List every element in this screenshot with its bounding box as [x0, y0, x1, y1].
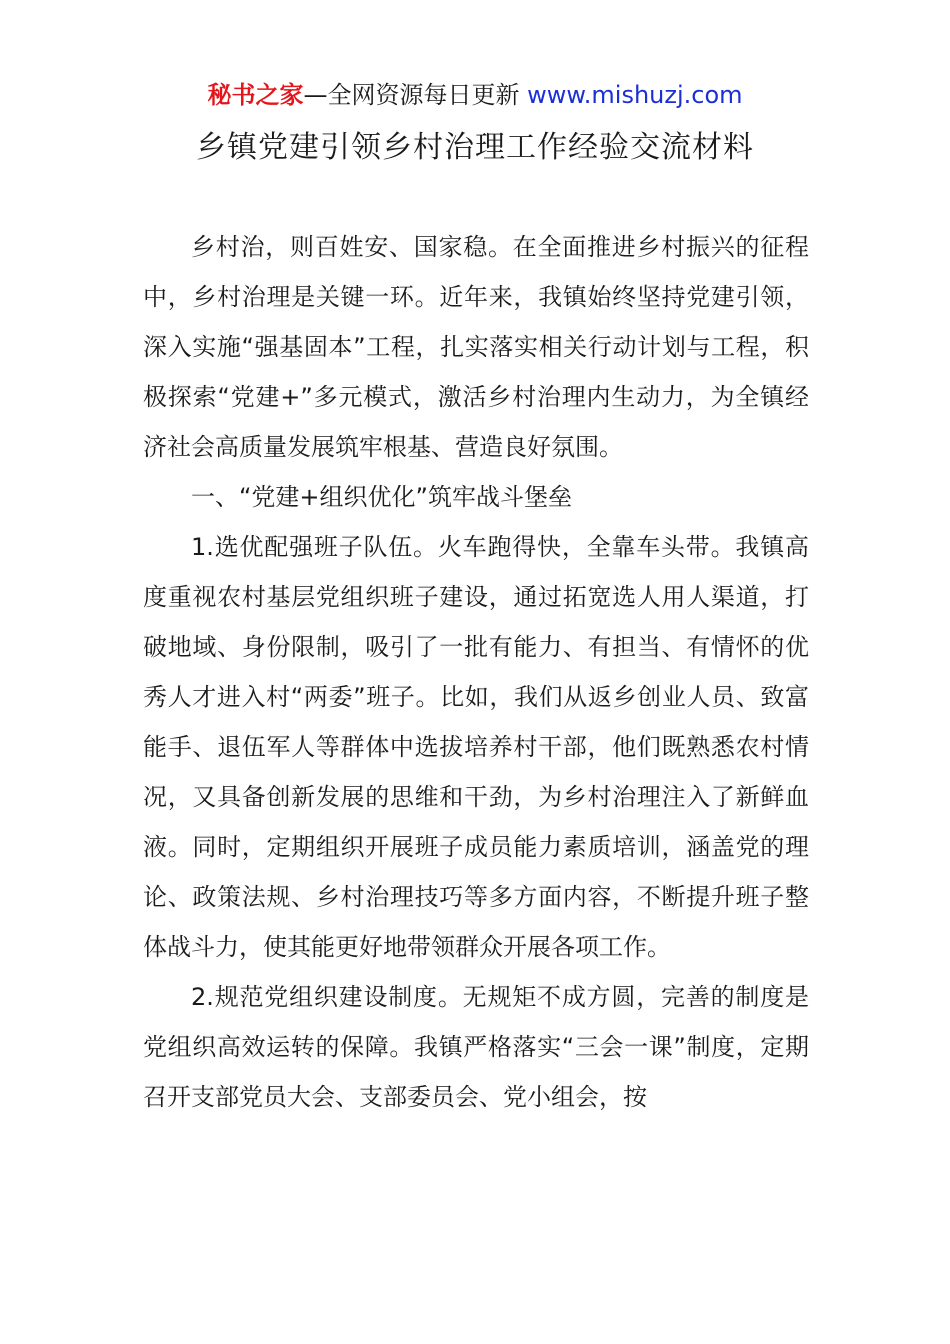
document-title: 乡镇党建引领乡村治理工作经验交流材料: [196, 130, 754, 165]
header-tagline: —全网资源每日更新: [303, 81, 528, 109]
site-url-link[interactable]: www.mishuzj.com: [527, 81, 743, 109]
item-1-paragraph: 1.选优配强班子队伍。火车跑得快，全靠车头带。我镇高度重视农村基层党组织班子建设，通过拓宽选人用人渠道，打破地域、身份限制，吸引了一批有能力、有担当、有情怀的优秀人才进入村“两委”班子。比如，我们从返乡创业人员、致富能手、退伍军人等群体中选拔培养村干部，他们既熟悉农村情况，又具备创新发展的思维和干劲，为乡村治理注入了新鲜血液。同时，定期组织开展班子成员能力素质培训，涵盖党的理论、政策法规、乡村治理技巧等多方面内容，不断提升班子整体战斗力，使其能更好地带领群众开展各项工作。: [143, 533, 809, 961]
document-body: [143, 222, 809, 1122]
intro-paragraph: 乡村治，则百姓安、国家稳。在全面推进乡村振兴的征程中，乡村治理是关键一环。近年来，我镇始终坚持党建引领，深入实施“强基固本”工程，扎实落实相关行动计划与工程，积极探索“党建+”多元模式，激活乡村治理内生动力，为全镇经济社会高质量发展筑牢根基、营造良好氛围。: [143, 233, 809, 461]
item-2-paragraph: 2.规范党组织建设制度。无规矩不成方圆，完善的制度是党组织高效运转的保障。我镇严格落实“三会一课”制度，定期召开支部党员大会、支部委员会、党小组会，按: [143, 983, 809, 1111]
section-heading: 一、“党建+组织优化”筑牢战斗堡垒: [191, 483, 572, 511]
brand-name: 秘书之家: [207, 81, 304, 109]
site-header: [0, 78, 950, 112]
